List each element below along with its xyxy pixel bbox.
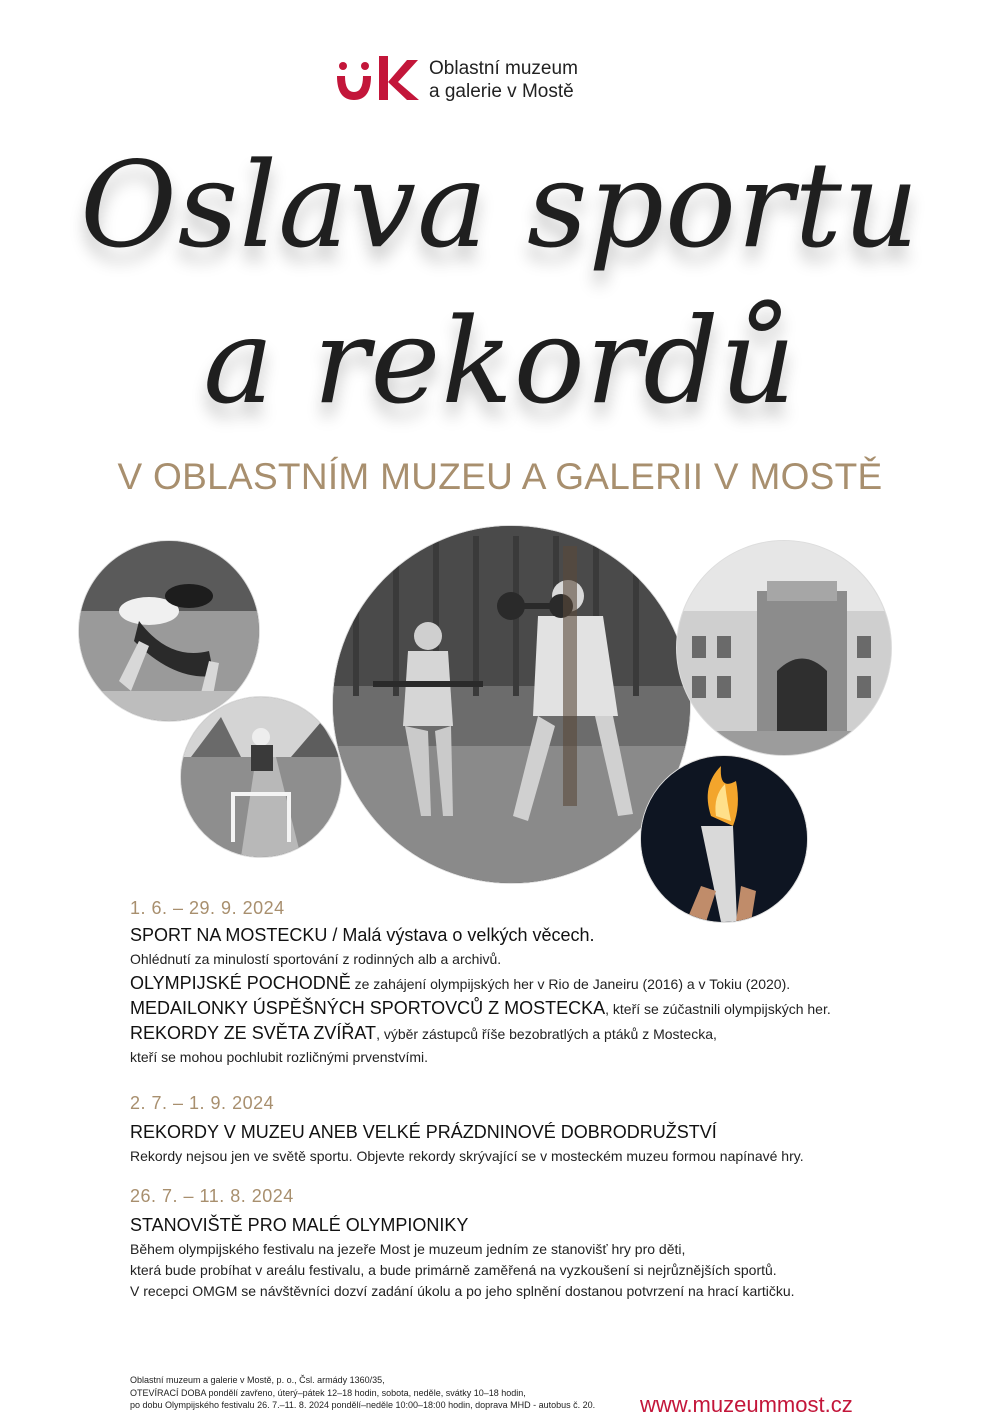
event-1-line-1: Ohlédnutí za minulostí sportování z rodinných alb a archivů. xyxy=(130,951,502,967)
subtitle: V OBLASTNÍM MUZEU A GALERII V MOSTĚ xyxy=(117,456,883,497)
event-3-line-1: Během olympijského festivalu na jezeře Most je muzeum jedním ze stanovišť hry pro děti, xyxy=(130,1241,686,1257)
event-1-heading: SPORT NA MOSTECKU / Malá výstava o velkých věcech. xyxy=(130,925,595,945)
footer-line-3: po dobu Olympijského festivalu 26. 7.–11. 8. 2024 pondělí–neděle 10:00–18:00 hodin, doprava MHD - autobus č. 20. xyxy=(130,1400,596,1410)
logo-text xyxy=(429,57,578,103)
event-3-line-2: která bude probíhat v areálu festivalu, a bude primárně zaměřená na vyzkoušení si nejrůznějších sportů. xyxy=(130,1262,777,1278)
logo-name-line2: a galerie v Mostě xyxy=(429,81,574,102)
event-1-line-5: kteří se mohou pochlubit rozličnými prvenstvími. xyxy=(130,1049,428,1065)
event-3-line-3: V recepci OMGM se návštěvníci dozví zadání úkolu a po jeho splnění dostanou potvrzení na hrací kartičku. xyxy=(130,1283,795,1299)
event-2 xyxy=(130,1093,930,1166)
footer-line-1: Oblastní muzeum a galerie v Mostě, p. o., Čsl. armády 1360/35, xyxy=(130,1375,385,1385)
museum-building-photo xyxy=(676,540,892,756)
event-1-date: 1. 6. – 29. 9. 2024 xyxy=(130,898,285,918)
event-3-date: 26. 7. – 11. 8. 2024 xyxy=(130,1186,294,1206)
event-3 xyxy=(130,1186,930,1301)
event-2-line-1: Rekordy nejsou jen ve světě sportu. Objevte rekordy skrývající se v mosteckém muzeu formou napínavé hry. xyxy=(130,1148,804,1164)
museum-logo xyxy=(335,56,578,104)
event-2-heading: REKORDY V MUZEU ANEB VELKÉ PRÁZDNINOVÉ DOBRODRUŽSTVÍ xyxy=(130,1122,717,1142)
footer-line-2: OTEVÍRACÍ DOBA pondělí zavřeno, úterý–pátek 12–18 hodin, sobota, neděle, svátky 10–18 hodin, xyxy=(130,1387,526,1398)
event-3-heading: STANOVIŠTĚ PRO MALÉ OLYMPIONIKY xyxy=(130,1215,469,1235)
gymnasts-photo xyxy=(78,540,260,722)
event-2-date: 2. 7. – 1. 9. 2024 xyxy=(130,1093,275,1113)
title-line2: a rekordů xyxy=(203,292,797,430)
hurdle-jump-photo xyxy=(180,696,342,858)
footer-info xyxy=(130,1374,595,1412)
weightlifters-photo xyxy=(332,525,691,884)
event-1-line-4: REKORDY ZE SVĚTA ZVÍŘAT, výběr zástupců říše bezobratlých a ptáků z Mostecka, xyxy=(130,1023,717,1043)
event-1 xyxy=(130,898,930,1067)
event-1-line-3: MEDAILONKY ÚSPĚŠNÝCH SPORTOVCŮ Z MOSTECKA, kteří se zúčastnili olympijských her. xyxy=(130,998,831,1018)
website-link[interactable]: www.muzeummost.cz xyxy=(640,1392,853,1417)
logo-name-line1: Oblastní muzeum xyxy=(429,58,578,79)
event-1-line-2: OLYMPIJSKÉ POCHODNĚ ze zahájení olympijských her v Rio de Janeiru (2016) a v Tokiu (2020). xyxy=(130,973,791,993)
logo-mark-icon xyxy=(335,56,419,104)
title-line1: Oslava sportu xyxy=(80,136,920,274)
